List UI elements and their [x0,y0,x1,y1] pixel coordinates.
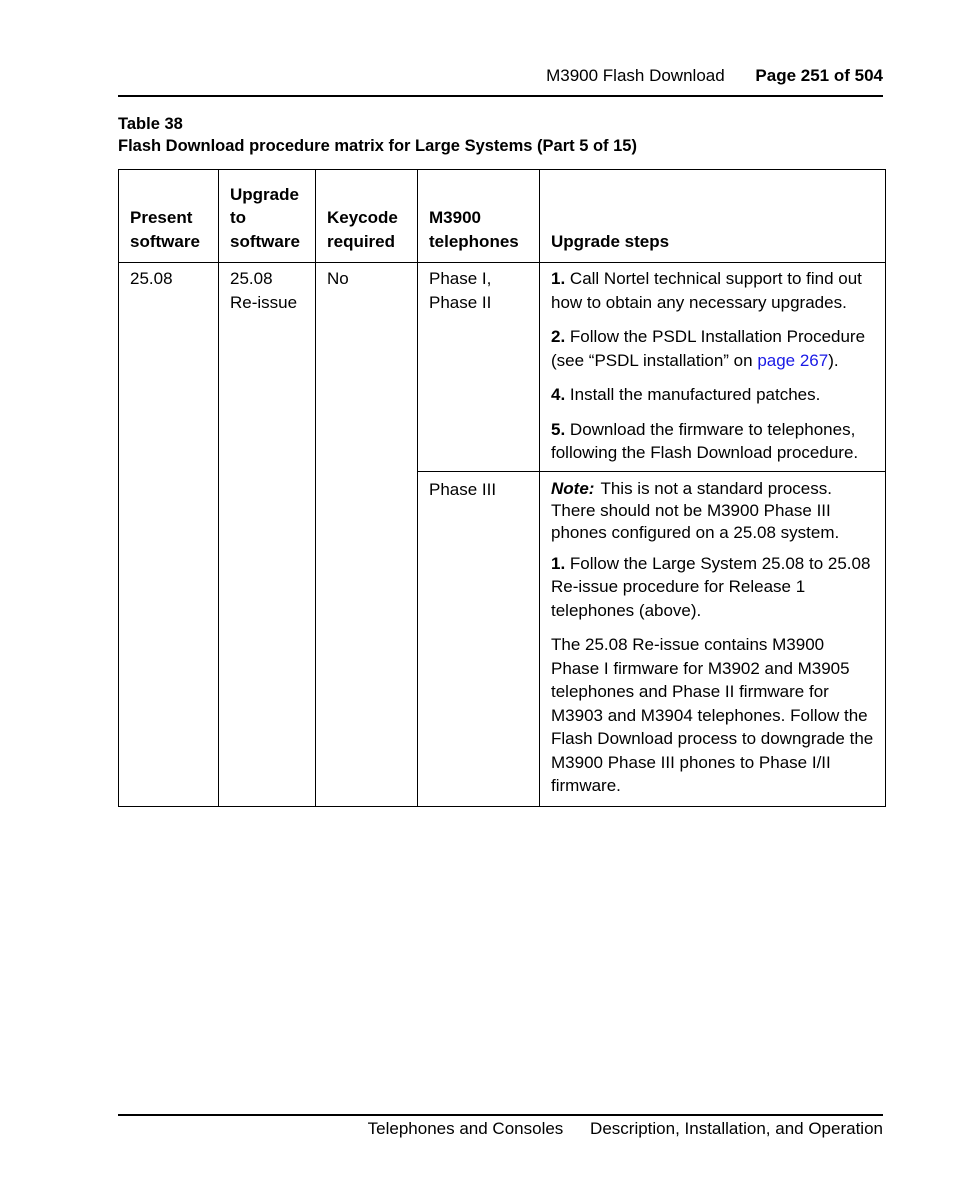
cell-phase-1-2 [418,263,540,472]
step-number: 4. [551,385,566,404]
cell-phase-3: Phase III [418,471,540,806]
header-present-software [119,170,219,263]
header-upgrade-to-software [219,170,316,263]
table-label: Table 38 [118,115,183,133]
header-line: software [230,231,300,251]
step-number: 1. [551,269,566,288]
page-267-link[interactable]: page 267 [757,350,829,370]
step-text: Download the firmware to telephones, following the Flash Download procedure. [551,419,859,462]
step-text: Install the manufactured patches. [565,385,821,404]
step-number: 2. [551,327,566,346]
cell-line: 25.08 [230,269,273,288]
footer-book-subtitle: Description, Installation, and Operation [590,1119,883,1138]
header-page-number: Page 251 of 504 [755,66,883,85]
page-footer [118,1117,883,1141]
upgrade-step [551,552,875,623]
header-line: Keycode [327,208,398,227]
phase-3-paragraph: The 25.08 Re-issue contains M3900 Phase I firmware for M3902 and M3905 telephones and Phase II firmware for M3903 and M3904 telephones. Follow the Flash Download process to downgrade the M3900 Phase III phones to Phase I/II firmware. [551,635,874,795]
cell-phase-1-2-steps [540,263,886,472]
step-text-after: ). [828,350,839,370]
header-line: required [327,231,396,251]
note-text: This is not a standard process. There should not be M3900 Phase III phones configured on a 25.08 system. [551,478,840,542]
header-m3900-telephones [418,170,540,263]
header-upgrade-steps [540,170,886,263]
table-row [119,263,886,472]
step-text: Call Nortel technical support to find out how to obtain any necessary upgrades. [551,269,862,312]
footer-book-title: Telephones and Consoles [367,1119,564,1138]
header-line: M3900 [429,208,481,227]
header-line: Present [130,208,193,227]
cell-line: Phase I, [429,269,492,288]
step-number: 1. [551,553,566,573]
step-text: Follow the PSDL Installation Procedure (see “PSDL installation” on [551,327,866,370]
upgrade-step [551,325,875,372]
upgrade-step [551,418,875,465]
upgrade-step [551,383,875,407]
procedure-matrix-table [118,169,886,807]
step-text: Follow the Large System 25.08 to 25.08 Re-issue procedure for Release 1 telephones (above). [551,553,871,620]
page-header [118,64,883,88]
note [551,478,875,544]
upgrade-step [551,267,875,314]
cell-line: Phase II [429,292,492,312]
cell-line: Re-issue [230,292,298,312]
cell-upgrade-to-software [219,263,316,807]
footer-rule [118,1114,883,1116]
table-title: Flash Download procedure matrix for Large Systems (Part 5 of 15) [118,137,637,155]
note-label: Note: [551,478,595,498]
header-line: telephones [429,231,519,251]
cell-phase-3-steps [540,471,886,806]
table-header-row [119,170,886,263]
header-line: software [130,231,200,251]
header-line: to [230,208,247,227]
header-keycode-required [316,170,418,263]
header-line: Upgrade steps [551,231,670,251]
cell-keycode-required: No [316,263,418,807]
header-line: Upgrade [230,184,299,204]
step-number: 5. [551,419,566,439]
table-caption [118,113,883,157]
header-rule [118,95,883,97]
cell-present-software: 25.08 [119,263,219,807]
header-section-title: M3900 Flash Download [546,66,725,85]
